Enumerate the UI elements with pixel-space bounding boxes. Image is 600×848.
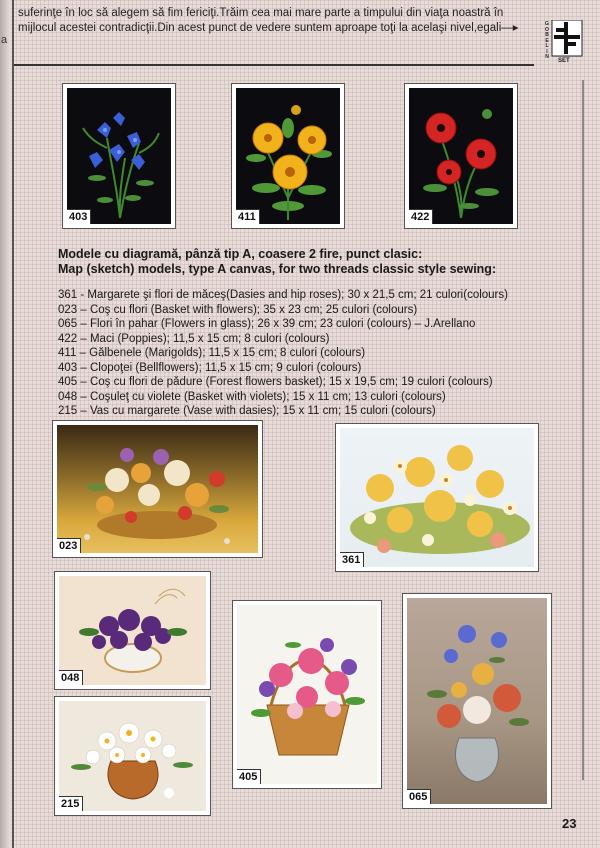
kit-thumbnail-403[interactable]: [62, 83, 176, 229]
frame-line-left: [12, 0, 14, 848]
kit-thumbnail-411[interactable]: [231, 83, 345, 229]
kit-thumbnail-048[interactable]: [54, 571, 211, 690]
page-number: 23: [562, 816, 577, 831]
kit-image-vase-with-daisies: [59, 701, 206, 811]
kit-thumbnail-422[interactable]: [404, 83, 518, 229]
kit-code-label: 065: [407, 789, 431, 804]
kit-code-label: 048: [59, 670, 83, 685]
spine-character: a: [1, 34, 8, 46]
logo-set-text: SET: [558, 58, 570, 64]
list-item: 411 – Gălbenele (Marigolds); 11,5 x 15 cm; 8 culori (colours): [58, 347, 366, 359]
kit-image-basket-with-violets: [59, 576, 206, 685]
models-list: [58, 288, 558, 419]
logo-cross-icon: [544, 20, 584, 58]
header-line-1: suferinţe în loc să alegem să fim fericiţi.Trăim cea mai mare parte a timpului din viaţa noastră în: [18, 7, 504, 19]
kit-thumbnail-361[interactable]: [335, 423, 539, 572]
kit-image-marigolds: [236, 88, 340, 224]
kit-code-label: 361: [340, 552, 364, 567]
page-spine: [0, 0, 10, 848]
list-item: 403 – Clopoţei (Bellflowers); 11,5 x 15 cm; 9 culori (colours): [58, 361, 362, 374]
kit-code-label: 023: [57, 538, 81, 553]
kit-image-forest-flowers-basket: [237, 605, 377, 784]
kit-thumbnail-405[interactable]: [232, 600, 382, 789]
kit-code-label: 403: [67, 209, 91, 224]
logo-vertical-text: G O B E L I N: [545, 21, 549, 60]
header-line-2: mijlocul acestei contradicţii.Din acest punct de vedere suntem aproape toţi la acelaşi nivel,egali—▸: [18, 22, 519, 34]
kit-image-bellflowers: [67, 88, 171, 224]
kit-image-flowers-in-glass: [407, 598, 547, 804]
list-item: 215 – Vas cu margarete (Vase with dasies); 15 x 11 cm; 15 culori (colours): [58, 405, 436, 417]
list-item: 023 – Coş cu flori (Basket with flowers); 35 x 23 cm; 25 culori (colours): [58, 303, 418, 316]
header-text: [18, 6, 538, 36]
gobelin-set-logo: [544, 20, 584, 66]
kit-thumbnail-023[interactable]: [52, 420, 263, 558]
list-item: 065 – Flori în pahar (Flowers in glass); 26 x 39 cm; 23 culori (colours) – J.Arellano: [58, 318, 476, 330]
kit-image-poppies: [409, 88, 513, 224]
kit-code-label: 422: [409, 209, 433, 224]
kit-code-label: 405: [237, 769, 261, 784]
header-rule: [14, 64, 534, 66]
heading-romanian: Modele cu diagramă, pânză tip A, coasere 2 fire, punct clasic:: [58, 247, 423, 261]
kit-image-daisies-and-hip-roses: [340, 428, 534, 567]
frame-line-right: [582, 80, 584, 780]
list-item: 361 - Margarete şi flori de măceş(Dasies and hip roses); 30 x 21,5 cm; 21 culori(colours): [58, 289, 508, 301]
kit-image-basket-with-flowers: [57, 425, 258, 553]
list-item: 048 – Coşuleţ cu violete (Basket with violets); 15 x 11 cm; 13 culori (colours): [58, 390, 446, 403]
heading-english: Map (sketch) models, type A canvas, for two threads classic style sewing:: [58, 262, 497, 276]
kit-code-label: 215: [59, 796, 83, 811]
kit-thumbnail-215[interactable]: [54, 696, 211, 816]
models-heading: [58, 247, 558, 277]
kit-code-label: 411: [236, 209, 260, 224]
list-item: 422 – Maci (Poppies); 11,5 x 15 cm; 8 culori (colours): [58, 332, 330, 345]
kit-thumbnail-065[interactable]: [402, 593, 552, 809]
list-item: 405 – Coş cu flori de pădure (Forest flowers basket); 15 x 19,5 cm; 19 culori (colours): [58, 376, 493, 388]
